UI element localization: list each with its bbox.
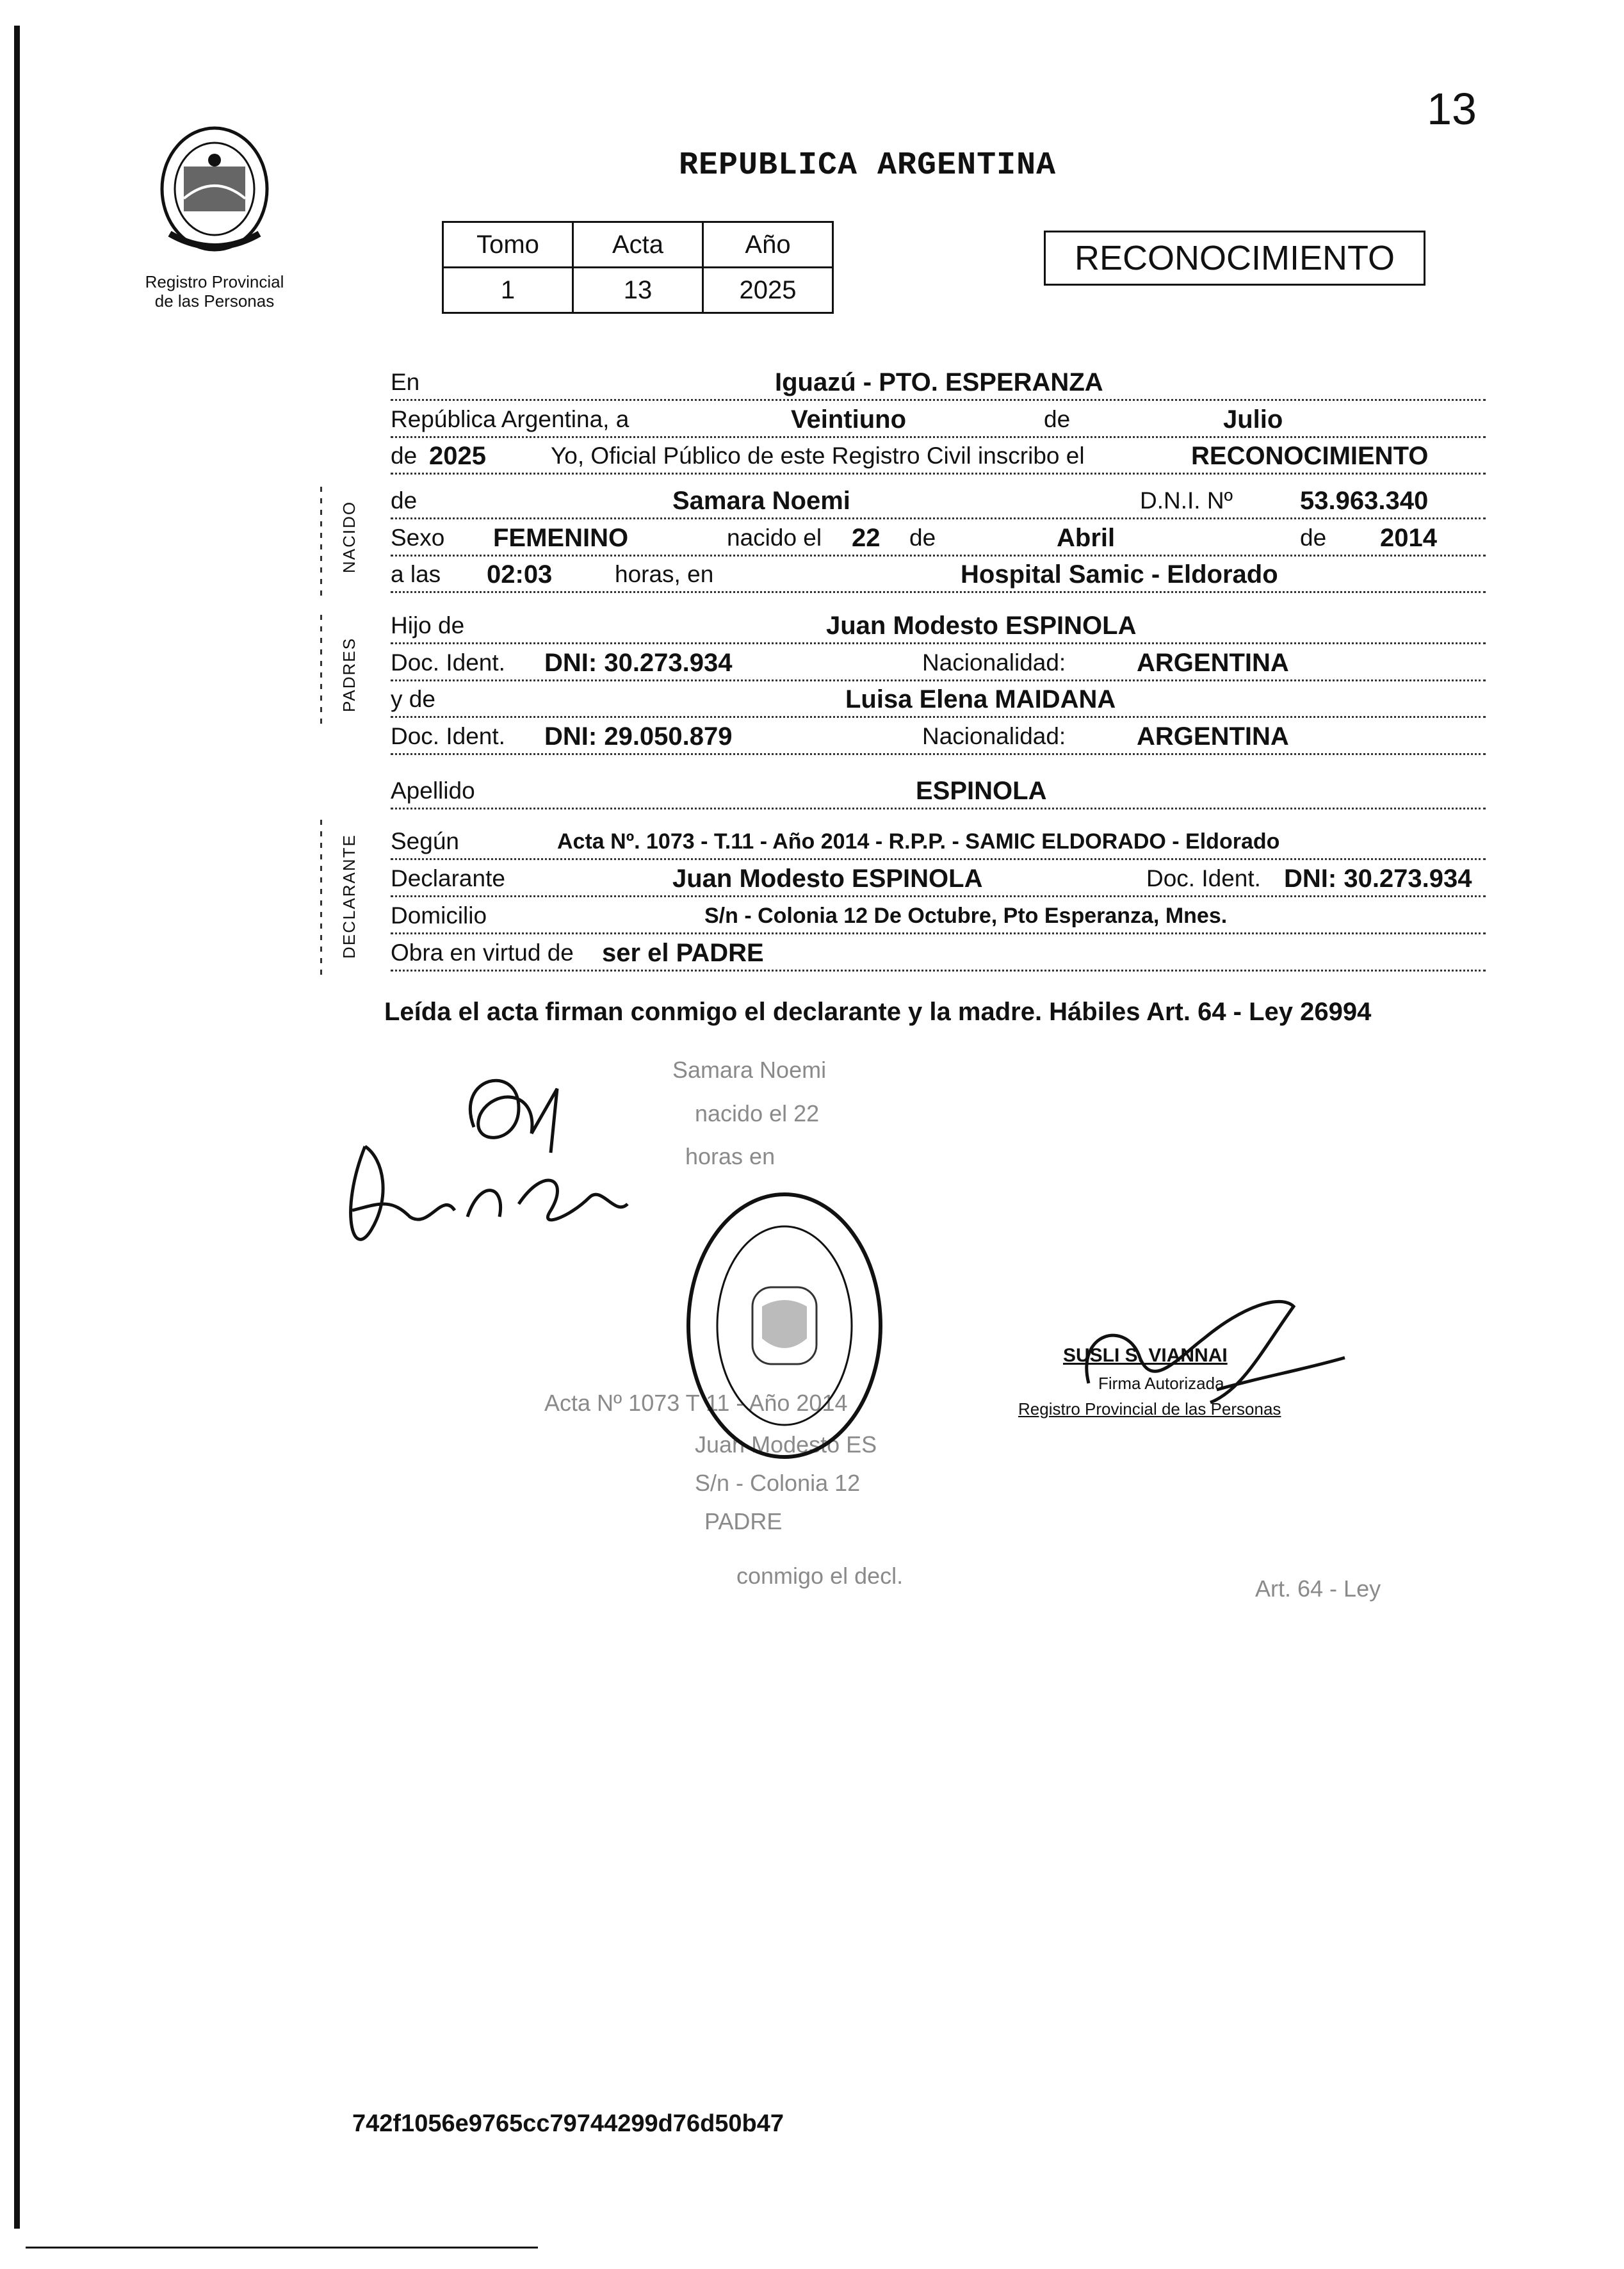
value-tomo: 1 <box>443 268 573 313</box>
mother-doc-value: DNI: 29.050.879 <box>544 722 733 751</box>
birth-day-value: 22 <box>852 524 881 552</box>
child-name-value: Samara Noemi <box>672 487 850 515</box>
left-binding-bar <box>14 26 20 2229</box>
father-nat-value: ARGENTINA <box>1137 649 1289 677</box>
month-value: Julio <box>1223 405 1283 434</box>
line-father: Hijo de Juan Modesto ESPINOLA <box>391 612 1486 644</box>
sex-value: FEMENINO <box>493 524 629 552</box>
header-tomo: Tomo <box>443 222 573 268</box>
document-hash: 742f1056e9765cc79744299d76d50b47 <box>352 2110 784 2137</box>
line-date: República Argentina, a Veintiuno de Julio <box>391 405 1486 438</box>
separator-padres <box>320 615 322 730</box>
birth-month-value: Abril <box>1057 524 1116 552</box>
line-year: de 2025 Yo, Oficial Público de este Registro Civil inscribo el RECONOCIMIENTO <box>391 442 1486 475</box>
father-doc-value: DNI: 30.273.934 <box>544 649 733 677</box>
table-row <box>443 268 833 313</box>
act-word-value: RECONOCIMIENTO <box>1191 442 1429 470</box>
declarant-doc-value: DNI: 30.273.934 <box>1284 865 1472 893</box>
declarant-name-value: Juan Modesto ESPINOLA <box>672 865 983 893</box>
ghost-line: Art. 64 - Ley <box>1255 1575 1381 1602</box>
birth-time-value: 02:03 <box>487 560 553 589</box>
official-role: Firma Autorizada <box>1098 1374 1224 1393</box>
declarant-signature <box>327 1050 724 1294</box>
line-sex-birth: Sexo FEMENINO nacido el 22 de Abril de 2014 <box>391 524 1486 557</box>
ghost-line: Samara Noemi <box>672 1057 827 1083</box>
side-label-padres: PADRES <box>339 637 359 712</box>
birth-year-value: 2014 <box>1380 524 1437 552</box>
address-value: S/n - Colonia 12 De Octubre, Pto Esperanza, Mnes. <box>704 904 1228 928</box>
line-segun: Según Acta Nº. 1073 - T.11 - Año 2014 - R.P.P. - SAMIC ELDORADO - Eldorado <box>391 827 1486 860</box>
mother-nat-value: ARGENTINA <box>1137 722 1289 751</box>
line-declarant: Declarante Juan Modesto ESPINOLA Doc. Ident. DNI: 30.273.934 <box>391 865 1486 897</box>
registry-table <box>442 221 834 314</box>
act-type-box: RECONOCIMIENTO <box>1044 231 1425 286</box>
bottom-rule <box>26 2247 538 2249</box>
province-seal-logo <box>150 122 279 269</box>
day-value: Veintiuno <box>791 405 906 434</box>
table-row <box>443 222 833 268</box>
side-label-declarante: DECLARANTE <box>339 834 359 959</box>
registry-seal <box>682 1185 887 1467</box>
header-acta: Acta <box>573 222 703 268</box>
line-mother-doc: Doc. Ident. DNI: 29.050.879 Nacionalidad: ARGENTINA <box>391 722 1486 755</box>
official-name: SUSLI S. VIANNAI <box>1063 1345 1228 1366</box>
separator-nacido <box>320 487 322 596</box>
logo-caption: Registro Provincial de las Personas <box>145 272 284 311</box>
side-label-nacido: NACIDO <box>339 500 359 573</box>
line-place: En Iguazú - PTO. ESPERANZA <box>391 368 1486 401</box>
ghost-line: Acta Nº 1073 T 11 - Año 2014 <box>544 1390 848 1416</box>
birth-place-value: Hospital Samic - Eldorado <box>961 560 1278 589</box>
obra-value: ser el PADRE <box>602 939 764 967</box>
country-title: REPUBLICA ARGENTINA <box>679 147 1057 184</box>
place-value: Iguazú - PTO. ESPERANZA <box>775 368 1103 396</box>
page-number: 13 <box>1427 84 1477 134</box>
value-acta: 13 <box>573 268 703 313</box>
ghost-line: S/n - Colonia 12 <box>695 1470 861 1496</box>
separator-declarante <box>320 820 322 980</box>
value-ano: 2025 <box>703 268 833 313</box>
header-ano: Año <box>703 222 833 268</box>
line-obra: Obra en virtud de ser el PADRE <box>391 939 1486 972</box>
line-address: Domicilio S/n - Colonia 12 De Octubre, Pto Esperanza, Mnes. <box>391 902 1486 934</box>
line-child: de Samara Noemi D.N.I. Nº 53.963.340 <box>391 487 1486 519</box>
line-time-place: a las 02:03 horas, en Hospital Samic - Eldorado <box>391 560 1486 593</box>
ghost-line: horas en <box>685 1143 775 1169</box>
official-office: Registro Provincial de las Personas <box>1018 1399 1281 1419</box>
child-dni-value: 53.963.340 <box>1300 487 1429 515</box>
ghost-line: conmigo el decl. <box>736 1563 904 1589</box>
closing-text: Leída el acta firman conmigo el declarante y la madre. Hábiles Art. 64 - Ley 26994 <box>384 998 1372 1026</box>
father-name-value: Juan Modesto ESPINOLA <box>826 612 1137 640</box>
surname-value: ESPINOLA <box>916 777 1047 805</box>
line-mother: y de Luisa Elena MAIDANA <box>391 685 1486 718</box>
segun-value: Acta Nº. 1073 - T.11 - Año 2014 - R.P.P. - SAMIC ELDORADO - Eldorado <box>557 829 1280 854</box>
line-father-doc: Doc. Ident. DNI: 30.273.934 Nacionalidad: ARGENTINA <box>391 649 1486 681</box>
ghost-line: Juan Modesto ES <box>695 1431 877 1458</box>
ghost-line: nacido el 22 <box>695 1100 820 1126</box>
ghost-line: PADRE <box>704 1508 783 1534</box>
line-surname: Apellido ESPINOLA <box>391 777 1486 809</box>
year-value: 2025 <box>429 442 486 470</box>
mother-name-value: Luisa Elena MAIDANA <box>845 685 1116 713</box>
